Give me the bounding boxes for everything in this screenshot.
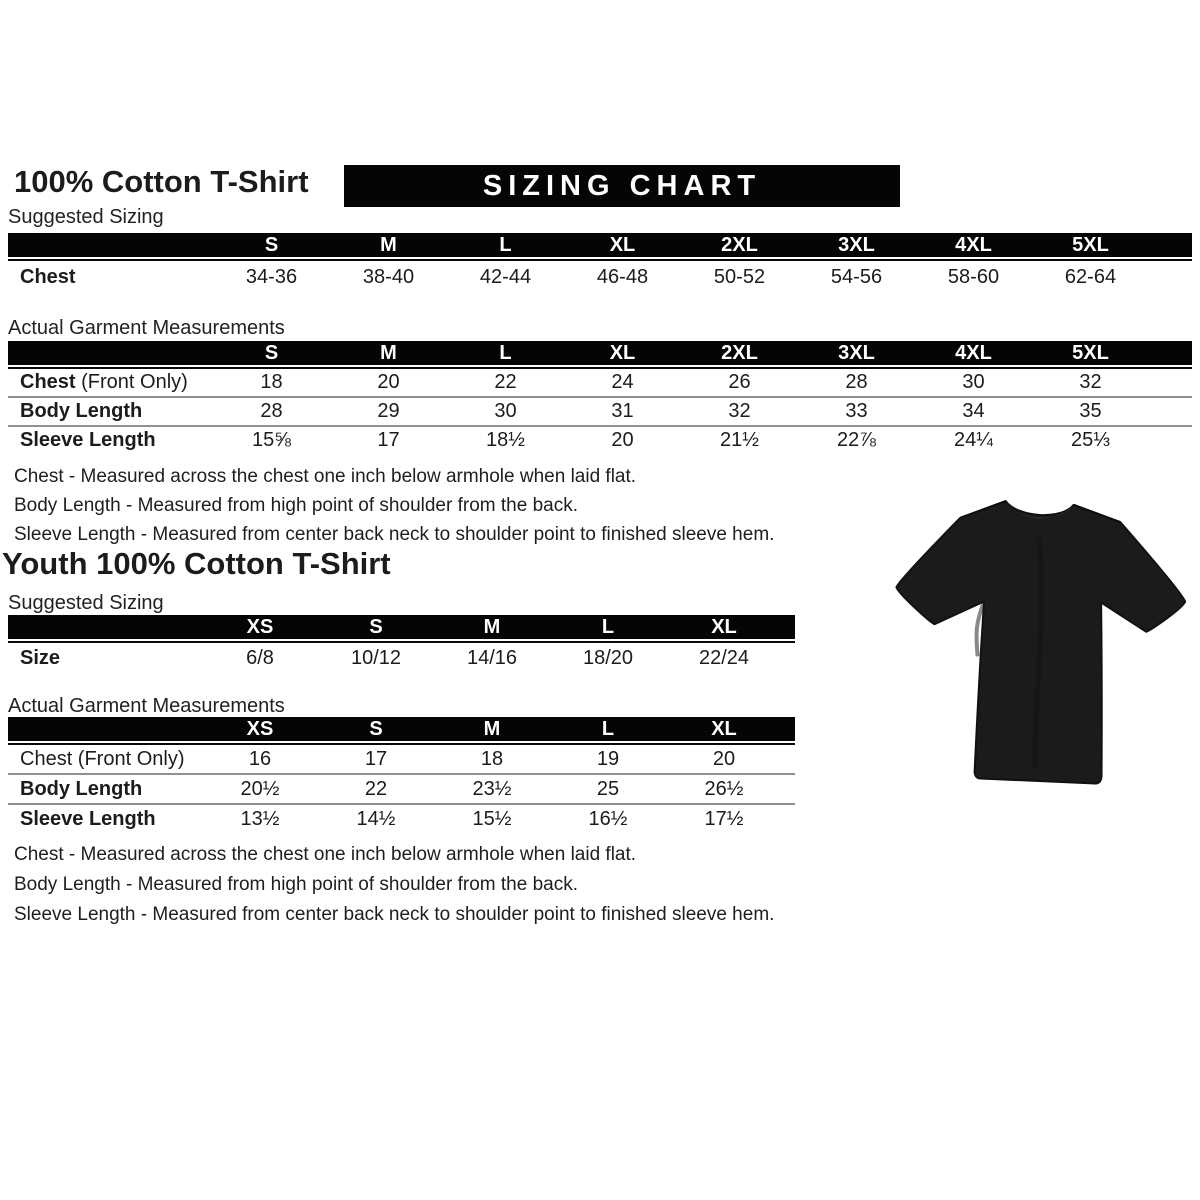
- size-header-row: [8, 615, 795, 641]
- measurement-cell: 26: [681, 367, 798, 396]
- measurement-cell: 26½: [666, 773, 782, 803]
- sizing-chart-banner-text: SIZING CHART: [482, 169, 762, 202]
- measurement-cell: 24¼: [915, 425, 1032, 454]
- measurement-cell: 20: [564, 425, 681, 454]
- size-column-header: XS: [202, 615, 318, 641]
- spacer-header: [782, 615, 795, 641]
- measurement-row: [8, 396, 1192, 425]
- spacer-cell: [1149, 396, 1192, 425]
- measurement-cell: 20: [330, 367, 447, 396]
- measurement-cell: 15½: [434, 803, 550, 833]
- size-column-header: L: [550, 615, 666, 641]
- measurement-cell: 22: [447, 367, 564, 396]
- spacer-cell: [782, 743, 795, 773]
- sizing-chart-banner: [344, 165, 900, 207]
- size-header-row: [8, 717, 795, 743]
- measurement-cell: 22⅞: [798, 425, 915, 454]
- measurement-cell: 22: [318, 773, 434, 803]
- size-column-header: XL: [666, 615, 782, 641]
- measurement-cell: 18: [434, 743, 550, 773]
- youth-measurement-notes: [14, 840, 774, 930]
- measurement-cell: 31: [564, 396, 681, 425]
- measurement-cell: 24: [564, 367, 681, 396]
- row-label-text: Chest: [20, 265, 76, 288]
- size-column-header: 4XL: [915, 233, 1032, 259]
- measurement-cell: 30: [447, 396, 564, 425]
- measurement-cell: 22/24: [666, 641, 782, 674]
- measurement-cell: 58-60: [915, 259, 1032, 293]
- size-column-header: S: [318, 615, 434, 641]
- measurement-cell: 23½: [434, 773, 550, 803]
- youth-actual-measurements-table: [8, 717, 795, 833]
- measurement-cell: 17: [330, 425, 447, 454]
- black-tshirt-image: [886, 478, 1194, 808]
- measurement-cell: 19: [550, 743, 666, 773]
- size-column-header: 2XL: [681, 233, 798, 259]
- measurement-cell: 38-40: [330, 259, 447, 293]
- page-title: 100% Cotton T-Shirt: [14, 164, 309, 199]
- adult-actual-measurements-label: Actual Garment Measurements: [8, 317, 285, 339]
- measurement-cell: 32: [1032, 367, 1149, 396]
- measurement-cell: 17: [318, 743, 434, 773]
- chest-note: Chest - Measured across the chest one inch below armhole when laid flat.: [14, 844, 637, 865]
- measurement-cell: 20: [666, 743, 782, 773]
- size-column-header: S: [318, 717, 434, 743]
- size-header-row: [8, 233, 1192, 259]
- size-column-header: 5XL: [1032, 233, 1149, 259]
- measurement-cell: 18/20: [550, 641, 666, 674]
- chest-note: Chest - Measured across the chest one inch below armhole when laid flat.: [14, 466, 637, 487]
- measurement-cell: 32: [681, 396, 798, 425]
- measurement-cell: 30: [915, 367, 1032, 396]
- measurement-cell: 29: [330, 396, 447, 425]
- size-column-header: M: [330, 233, 447, 259]
- row-label: [8, 773, 202, 803]
- measurement-cell: 42-44: [447, 259, 564, 293]
- size-column-header: M: [330, 341, 447, 367]
- row-label: Chest (Front Only): [8, 367, 213, 396]
- measurement-row: [8, 803, 795, 833]
- adult-suggested-sizing-label: Suggested Sizing: [8, 206, 164, 228]
- size-column-header: 3XL: [798, 233, 915, 259]
- size-column-header: L: [447, 233, 564, 259]
- row-label: [8, 259, 213, 293]
- size-column-header: M: [434, 717, 550, 743]
- size-column-header: M: [434, 615, 550, 641]
- body-length-note: Body Length - Measured from high point of shoulder from the back.: [14, 874, 578, 895]
- measurement-cell: 33: [798, 396, 915, 425]
- measurement-cell: 25⅓: [1032, 425, 1149, 454]
- measurement-cell: 16: [202, 743, 318, 773]
- size-column-header: S: [213, 233, 330, 259]
- youth-suggested-sizing-label: Suggested Sizing: [8, 592, 164, 614]
- row-label: [8, 396, 213, 425]
- measurement-cell: 20½: [202, 773, 318, 803]
- measurement-row: [8, 773, 795, 803]
- measurement-cell: 14/16: [434, 641, 550, 674]
- measurement-cell: 34-36: [213, 259, 330, 293]
- measurement-cell: 50-52: [681, 259, 798, 293]
- row-label-text: Chest (Front Only): [20, 747, 185, 770]
- measurement-cell: 62-64: [1032, 259, 1149, 293]
- spacer-cell: [782, 641, 795, 674]
- measurement-cell: 14½: [318, 803, 434, 833]
- spacer-cell: [1149, 367, 1192, 396]
- spacer-cell: [782, 773, 795, 803]
- row-label: [8, 425, 213, 454]
- sleeve-length-note: Sleeve Length - Measured from center back neck to shoulder point to finished sleeve hem.: [14, 904, 775, 925]
- row-label: [8, 641, 202, 674]
- row-label-header: [8, 717, 202, 743]
- size-column-header: 2XL: [681, 341, 798, 367]
- size-column-header: XL: [666, 717, 782, 743]
- size-column-header: XS: [202, 717, 318, 743]
- spacer-header: [1149, 233, 1192, 259]
- spacer-cell: [1149, 259, 1192, 293]
- youth-actual-measurements-label: Actual Garment Measurements: [8, 695, 285, 717]
- row-label-text: Body Length: [20, 400, 143, 422]
- youth-title: Youth 100% Cotton T-Shirt: [2, 546, 391, 581]
- measurement-cell: 15⅝: [213, 425, 330, 454]
- spacer-cell: [782, 803, 795, 833]
- measurement-cell: 25: [550, 773, 666, 803]
- sleeve-length-note: Sleeve Length - Measured from center back neck to shoulder point to finished sleeve hem.: [14, 524, 775, 545]
- measurement-cell: 10/12: [318, 641, 434, 674]
- measurement-row: [8, 425, 1192, 454]
- measurement-cell: 21½: [681, 425, 798, 454]
- measurement-cell: 34: [915, 396, 1032, 425]
- row-label-header: [8, 341, 213, 367]
- measurement-cell: 16½: [550, 803, 666, 833]
- row-label-text: Size: [20, 647, 61, 669]
- spacer-header: [782, 717, 795, 743]
- size-header-row: [8, 341, 1192, 367]
- row-label: [8, 743, 202, 773]
- measurement-cell: 6/8: [202, 641, 318, 674]
- row-label-text: Sleeve Length: [20, 807, 156, 830]
- measurement-cell: 46-48: [564, 259, 681, 293]
- size-column-header: S: [213, 341, 330, 367]
- size-column-header: L: [447, 341, 564, 367]
- body-length-note: Body Length - Measured from high point of shoulder from the back.: [14, 495, 578, 516]
- adult-suggested-sizing-table: [8, 233, 1192, 293]
- measurement-cell: 18: [213, 367, 330, 396]
- size-column-header: L: [550, 717, 666, 743]
- row-label-header: [8, 615, 202, 641]
- size-column-header: 3XL: [798, 341, 915, 367]
- measurement-cell: 28: [213, 396, 330, 425]
- youth-suggested-sizing-table: [8, 615, 795, 674]
- spacer-cell: [1149, 425, 1192, 454]
- row-label: [8, 803, 202, 833]
- measurement-cell: 35: [1032, 396, 1149, 425]
- size-column-header: 4XL: [915, 341, 1032, 367]
- adult-actual-measurements-table: [8, 341, 1192, 454]
- size-column-header: XL: [564, 233, 681, 259]
- measurement-cell: 28: [798, 367, 915, 396]
- tshirt-photo: [886, 478, 1194, 808]
- adult-measurement-notes: [14, 462, 774, 549]
- measurement-cell: 13½: [202, 803, 318, 833]
- size-column-header: XL: [564, 341, 681, 367]
- measurement-cell: 18½: [447, 425, 564, 454]
- row-label-text: Chest: [20, 371, 76, 393]
- measurement-row: [8, 259, 1192, 293]
- measurement-row: [8, 743, 795, 773]
- spacer-header: [1149, 341, 1192, 367]
- row-label-text: Sleeve Length: [20, 429, 156, 451]
- row-label-header: [8, 233, 213, 259]
- measurement-cell: 54-56: [798, 259, 915, 293]
- row-label-text: Body Length: [20, 777, 143, 800]
- measurement-row: [8, 367, 1192, 396]
- size-column-header: 5XL: [1032, 341, 1149, 367]
- measurement-row: [8, 641, 795, 674]
- measurement-cell: 17½: [666, 803, 782, 833]
